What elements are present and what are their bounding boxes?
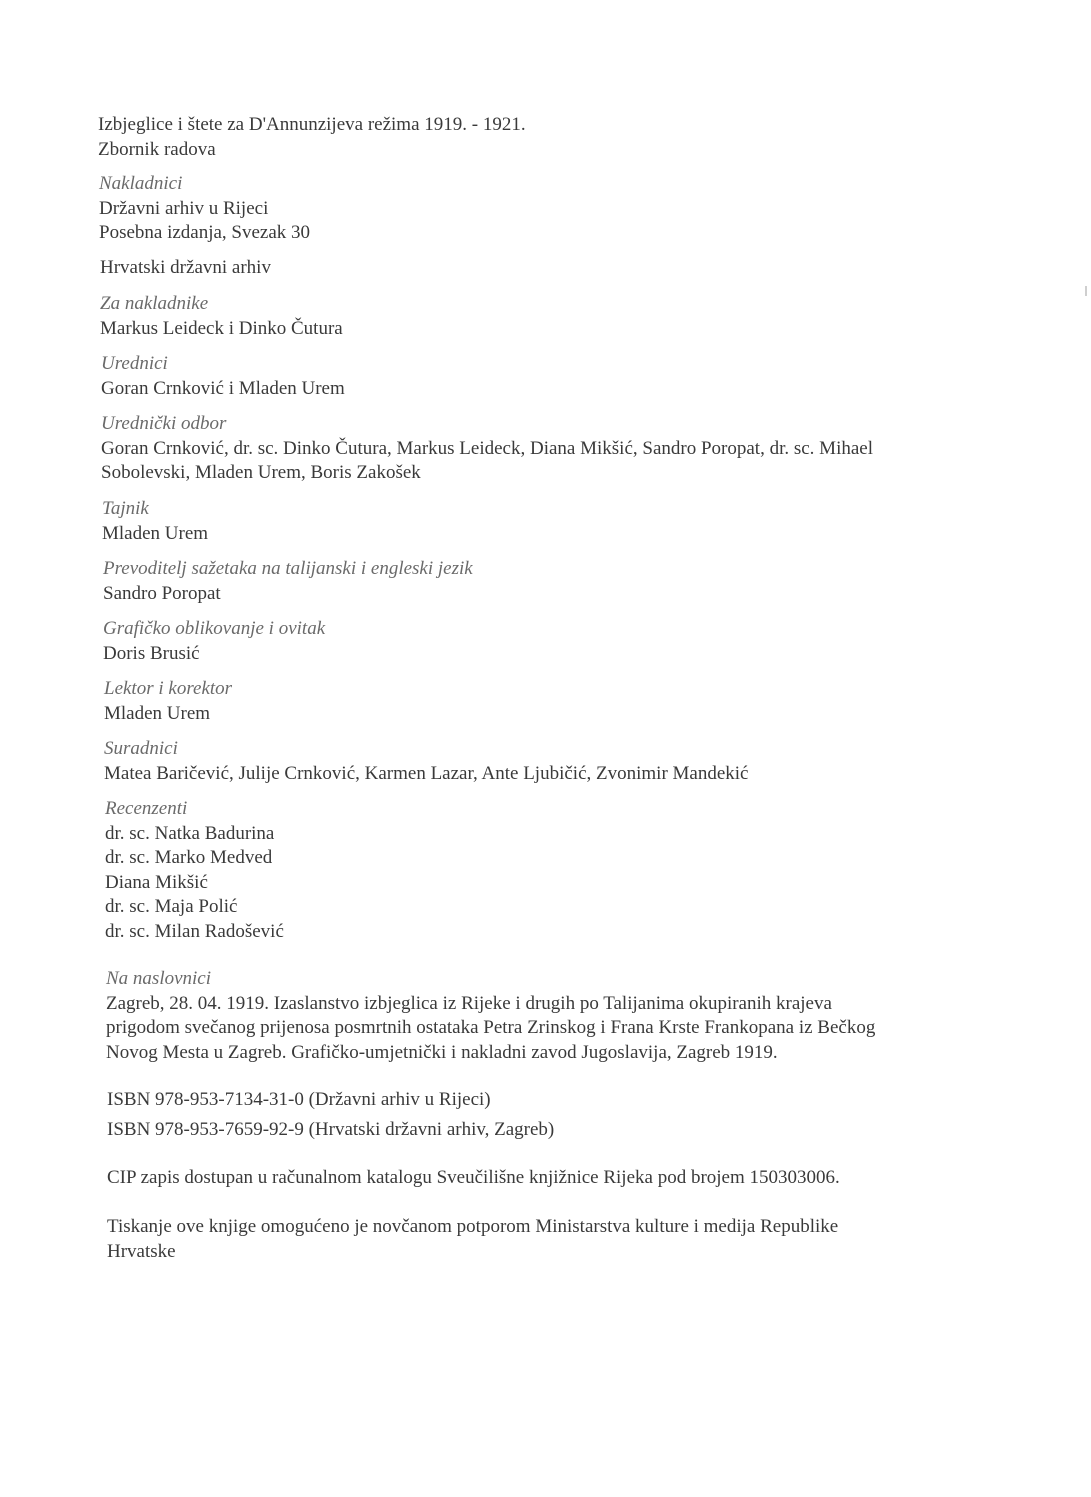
tiskanje-line: Tiskanje ove knjige omogućeno je novčanom potporom Ministarstva kulture i medija Republike [107,1216,839,1237]
lektor-label: Lektor i korektor [104,678,233,699]
scan-edge-mark [1085,286,1087,296]
naslovnica-label: Na naslovnici [106,968,212,989]
recenzent-line: Diana Mikšić [105,871,208,893]
urednici-section [101,352,1001,401]
graficko-section [103,617,1003,666]
naslovnica-line: Zagreb, 28. 04. 1919. Izaslanstvo izbjeglica iz Rijeke i drugih po Talijanima okupiranih krajeva [106,992,832,1014]
tajnik-line: Mladen Urem [102,522,209,544]
graficko-line: Doris Brusić [103,642,200,664]
prevoditelj-label: Prevoditelj sažetaka na talijanski i engleski jezik [103,558,473,579]
isbn-line: ISBN 978-953-7659-92-9 (Hrvatski državni arhiv, Zagreb) [107,1119,555,1140]
isbn-line: ISBN 978-953-7134-31-0 (Državni arhiv u Rijeci) [107,1089,491,1110]
suradnici-section [104,737,1004,786]
cip-line: CIP zapis dostupan u računalnom katalogu Sveučilišne knjižnice Rijeka pod brojem 150303006. [107,1167,840,1188]
isbn-section-2 [107,1118,1007,1143]
za-nakladnike-label: Za nakladnike [100,293,209,314]
lektor-line: Mladen Urem [104,702,211,724]
urednicki-odbor-line: Sobolevski, Mladen Urem, Boris Zakošek [101,462,421,483]
nakladnik-line: Hrvatski državni arhiv [100,257,271,278]
naslovnica-line: Novog Mesta u Zagreb. Grafičko-umjetnički i nakladni zavod Jugoslavija, Zagreb 1919. [106,1041,778,1063]
naslovnica-section [106,967,1006,1065]
recenzent-line: dr. sc. Maja Polić [105,896,238,917]
za-nakladnike-section [100,292,1000,341]
recenzenti-label: Recenzenti [105,798,188,819]
naslovnica-line: prigodom svečanog prijenosa posmrtnih ostataka Petra Zrinskog i Frana Krste Frankopana iz Bečkog [106,1017,876,1038]
tajnik-section [102,497,1002,546]
urednici-line: Goran Crnković i Mladen Urem [101,377,345,399]
nakladnik-line: Državni arhiv u Rijeci [99,197,269,219]
prevoditelj-line: Sandro Poropat [103,582,221,604]
urednici-label: Urednici [101,353,168,374]
cip-section [107,1166,1007,1191]
za-nakladnike-line: Markus Leideck i Dinko Čutura [100,317,343,339]
lektor-section [104,677,1004,726]
suradnici-label: Suradnici [104,738,178,759]
tiskanje-line: Hrvatske [107,1240,176,1262]
recenzenti-section [105,797,1005,944]
recenzent-line: dr. sc. Natka Badurina [105,822,275,844]
tajnik-label: Tajnik [102,498,149,519]
title-line: Izbjeglice i štete za D'Annunzijeva režima 1919. - 1921. [98,114,526,135]
subtitle-line: Zbornik radova [98,138,216,160]
isbn-section [107,1088,1007,1113]
recenzent-line: dr. sc. Marko Medved [105,847,273,868]
nakladnik-line: Posebna izdanja, Svezak 30 [99,222,311,243]
urednicki-odbor-label: Urednički odbor [101,413,227,434]
prevoditelj-section [103,557,1003,606]
tiskanje-section [107,1215,1007,1264]
book-title [98,113,998,162]
recenzent-line: dr. sc. Milan Radošević [105,920,284,942]
nakladnik-second [100,256,1000,281]
nakladnici-label: Nakladnici [99,173,183,194]
urednicki-odbor-section [101,412,1001,486]
nakladnici-section [99,172,999,246]
graficko-label: Grafičko oblikovanje i ovitak [103,618,326,639]
urednicki-odbor-line: Goran Crnković, dr. sc. Dinko Čutura, Markus Leideck, Diana Mikšić, Sandro Poropat, dr. sc. Mihael [101,437,873,459]
suradnici-line: Matea Baričević, Julije Crnković, Karmen Lazar, Ante Ljubičić, Zvonimir Mandekić [104,762,749,784]
